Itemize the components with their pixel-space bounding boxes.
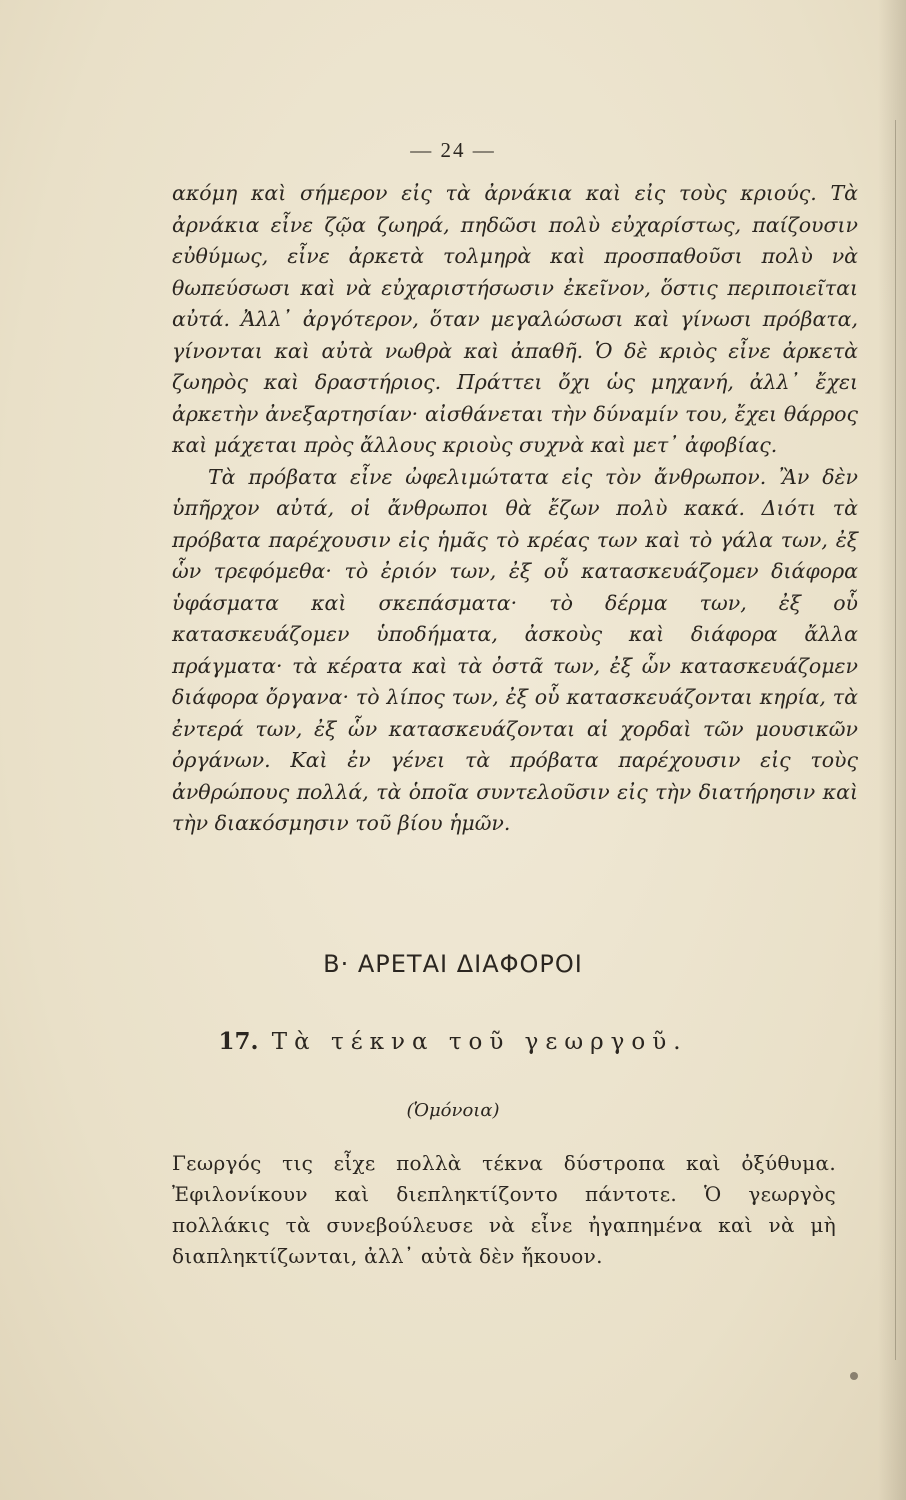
page-edge-shadow: [878, 0, 906, 1500]
section-heading: Β· ΑΡΕΤΑΙ ΔΙΑΦΟΡΟΙ: [323, 950, 583, 978]
lesson-paragraph: Γεωργός τις εἶχε πολλὰ τέκνα δύστροπα καὶ ὀξύθυμα. Ἐφιλονίκουν καὶ διεπληκτίζοντο πάντοτε. Ὁ γεωργὸς πολλάκις τὰ συνεβούλευσε νὰ εἶνε ἠγαπημένα καὶ νὰ μὴ διαπληκτίζωνται, ἀλλ᾽ αὐτὰ δὲν ἤκουον.: [172, 1151, 836, 1268]
sheep-passage: [172, 178, 858, 840]
page-number: — 24 —: [410, 138, 496, 162]
lesson-text: [172, 1148, 836, 1272]
lesson-subtitle: (Ὁμόνοια): [406, 1100, 500, 1121]
paper-speck: [850, 1372, 858, 1380]
passage-paragraph-2: Τὰ πρόβατα εἶνε ὠφελιμώτατα εἰς τὸν ἄνθρωπον. Ἂν δὲν ὑπῆρχον αὐτά, οἱ ἄνθρωποι θὰ ἔζων πολὺ κακά. Διότι τὰ πρόβατα παρέχουσιν εἰς ἡμᾶς τὸ κρέας των καὶ τὸ γάλα των, ἐξ ὧν τρεφόμεθα· τὸ ἐριόν των, ἐξ οὗ κατασκευάζομεν διάφορα ὑφάσματα καὶ σκεπάσματα· τὸ δέρμα των, ἐξ οὗ κατασκευάζομεν ὑποδήματα, ἀσκοὺς καὶ διάφορα ἄλλα πράγματα· τὰ κέρατα καὶ τὰ ὀστᾶ των, ἐξ ὧν κατασκευάζομεν διάφορα ὄργανα· τὸ λίπος των, ἐξ οὗ κατασκευάζονται κηρία, τὰ ἐντερά των, ἐξ ὧν κατασκευάζονται αἱ χορδαὶ τῶν μουσικῶν ὀργάνων. Καὶ ἐν γένει τὰ πρόβατα παρέχουσιν εἰς τοὺς ἀνθρώπους πολλά, τὰ ὁποῖα συντελοῦσιν εἰς τὴν διατήρησιν καὶ τὴν διακόσμησιν τοῦ βίου ἡμῶν.: [172, 464, 858, 835]
lesson-name: Τὰ τέκνα τοῦ γεωργοῦ.: [271, 1029, 688, 1055]
lesson-number: 17.: [218, 1028, 259, 1055]
page-edge-line: [895, 120, 896, 1360]
lesson-title: [0, 1028, 906, 1055]
passage-paragraph-1: ακόμη καὶ σήμερον εἰς τὰ ἀρνάκια καὶ εἰς τοὺς κριούς. Τὰ ἀρνάκια εἶνε ζῷα ζωηρά, πηδῶσι πολὺ εὐχαρίστως, παίζουσιν εὐθύμως, εἶνε ἀρκετὰ τολμηρὰ καὶ προσπαθοῦσι πολὺ νὰ θωπεύσωσι καὶ νὰ εὐχαριστήσωσιν ἐκεῖνον, ὅστις περιποιεῖται αὐτά. Ἀλλ᾽ ἀργότερον, ὅταν μεγαλώσωσι καὶ γίνωσι πρόβατα, γίνονται καὶ αὐτὰ νωθρὰ καὶ ἀπαθῆ. Ὁ δὲ κριὸς εἶνε ἀρκετὰ ζωηρὸς καὶ δραστήριος. Πράττει ὄχι ὡς μηχανή, ἀλλ᾽ ἔχει ἀρκετὴν ἀνεξαρτησίαν· αἰσθάνεται τὴν δύναμίν του, ἔχει θάρρος καὶ μάχεται πρὸς ἄλλους κριοὺς συχνὰ καὶ μετ᾽ ἀφοβίας.: [172, 181, 858, 457]
